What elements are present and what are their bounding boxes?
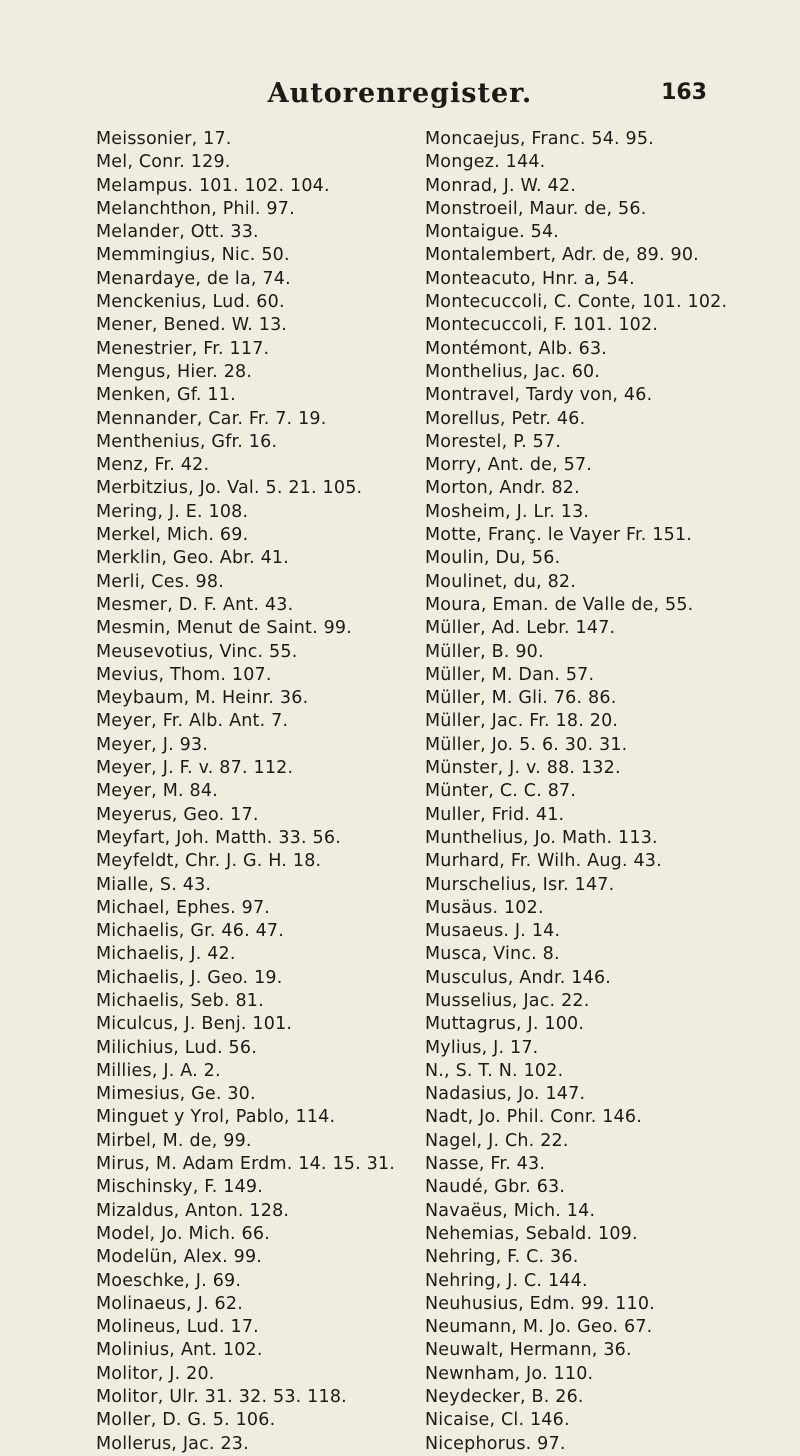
- index-entry: Montravel, Tardy von, 46.: [425, 385, 653, 406]
- index-entry: Nagel, J. Ch. 22.: [425, 1130, 569, 1151]
- index-entry: Mesmer, D. F. Ant. 43.: [96, 594, 294, 615]
- index-entry: Nehring, F. C. 36.: [425, 1247, 579, 1268]
- index-entry: Müller, B. 90.: [425, 641, 544, 662]
- index-entry: Monrad, J. W. 42.: [425, 175, 576, 196]
- index-entry: Neuwalt, Hermann, 36.: [425, 1340, 632, 1361]
- index-entry: Meyerus, Geo. 17.: [96, 804, 259, 825]
- index-entry: Nasse, Fr. 43.: [425, 1154, 546, 1175]
- index-entry: Musaeus. J. 14.: [425, 921, 561, 942]
- index-entry: Meyer, Fr. Alb. Ant. 7.: [96, 711, 289, 732]
- index-entry: Morry, Ant. de, 57.: [425, 455, 593, 476]
- index-entry: Menz, Fr. 42.: [96, 455, 210, 476]
- index-entry: Mering, J. E. 108.: [96, 501, 249, 522]
- index-entry: Mennander, Car. Fr. 7. 19.: [96, 408, 327, 429]
- index-entry: Molinaeus, J. 62.: [96, 1293, 243, 1314]
- index-entry: Modelün, Alex. 99.: [96, 1247, 263, 1268]
- index-entry: Morton, Andr. 82.: [425, 478, 580, 499]
- index-entry: Mesmin, Menut de Saint. 99.: [96, 618, 353, 639]
- index-entry: Mischinsky, F. 149.: [96, 1177, 263, 1198]
- index-entry: Mollerus, Jac. 23.: [96, 1433, 249, 1454]
- index-entry: Menardaye, de la, 74.: [96, 268, 291, 289]
- index-entry: Moulinet, du, 82.: [425, 571, 577, 592]
- index-entry: Mizaldus, Anton. 128.: [96, 1200, 290, 1221]
- index-entry: Molineus, Lud. 17.: [96, 1317, 259, 1338]
- index-entry: Moulin, Du, 56.: [425, 548, 561, 569]
- index-entry: Musculus, Andr. 146.: [425, 967, 612, 988]
- index-entry: Meyfart, Joh. Matth. 33. 56.: [96, 827, 341, 848]
- index-entry: Morellus, Petr. 46.: [425, 408, 586, 429]
- index-entry: Mengus, Hier. 28.: [96, 361, 253, 382]
- index-entry: Nicaise, Cl. 146.: [425, 1410, 570, 1431]
- index-entry: Michaelis, J. Geo. 19.: [96, 967, 283, 988]
- index-entry: Neumann, M. Jo. Geo. 67.: [425, 1317, 653, 1338]
- index-entry: Müller, M. Gli. 76. 86.: [425, 688, 617, 709]
- index-entry: Motte, Franç. le Vayer Fr. 151.: [425, 525, 693, 546]
- index-entry: Münter, C. C. 87.: [425, 781, 577, 802]
- index-entry: Monthelius, Jac. 60.: [425, 361, 601, 382]
- index-entry: Mirbel, M. de, 99.: [96, 1130, 252, 1151]
- page-number: 163: [661, 80, 707, 105]
- index-entry: Model, Jo. Mich. 66.: [96, 1223, 270, 1244]
- index-entry: Melanchthon, Phil. 97.: [96, 198, 295, 219]
- index-entry: Nicephorus. 97.: [425, 1433, 566, 1454]
- index-entry: Murschelius, Isr. 147.: [425, 874, 615, 895]
- index-entry: Monteacuto, Hnr. a, 54.: [425, 268, 635, 289]
- index-entry: Mener, Bened. W. 13.: [96, 315, 288, 336]
- index-entry: Müller, Jac. Fr. 18. 20.: [425, 711, 619, 732]
- index-entry: Mel, Conr. 129.: [96, 152, 231, 173]
- index-entry: Moeschke, J. 69.: [96, 1270, 242, 1291]
- index-entry: Nadasius, Jo. 147.: [425, 1084, 586, 1105]
- index-entry: Muttagrus, J. 100.: [425, 1014, 585, 1035]
- index-entry: Navaëus, Mich. 14.: [425, 1200, 596, 1221]
- index-entry: Merklin, Geo. Abr. 41.: [96, 548, 290, 569]
- index-entry: Münster, J. v. 88. 132.: [425, 758, 621, 779]
- index-entry: Melampus. 101. 102. 104.: [96, 175, 330, 196]
- index-entry: Milichius, Lud. 56.: [96, 1037, 257, 1058]
- index-entry: Müller, M. Dan. 57.: [425, 664, 595, 685]
- index-entry: Millies, J. A. 2.: [96, 1060, 221, 1081]
- index-entry: Mialle, S. 43.: [96, 874, 212, 895]
- left-index-column: [96, 128, 406, 1456]
- index-entry: Molinius, Ant. 102.: [96, 1340, 263, 1361]
- index-entry: Mylius, J. 17.: [425, 1037, 539, 1058]
- index-entry: Mirus, M. Adam Erdm. 14. 15. 31.: [96, 1154, 396, 1175]
- index-entry: Munthelius, Jo. Math. 113.: [425, 827, 658, 848]
- index-entry: Nadt, Jo. Phil. Conr. 146.: [425, 1107, 642, 1128]
- index-entry: Moller, D. G. 5. 106.: [96, 1410, 276, 1431]
- right-index-column: [425, 128, 755, 1456]
- index-entry: Meusevotius, Vinc. 55.: [96, 641, 298, 662]
- index-entry: Meissonier, 17.: [96, 129, 232, 149]
- index-entry: Mosheim, J. Lr. 13.: [425, 501, 590, 522]
- index-entry: Meybaum, M. Heinr. 36.: [96, 688, 309, 709]
- index-entry: Neydecker, B. 26.: [425, 1387, 584, 1408]
- index-entry: Moncaejus, Franc. 54. 95.: [425, 129, 654, 149]
- index-entry: Michaelis, Seb. 81.: [96, 990, 264, 1011]
- index-entry: Merli, Ces. 98.: [96, 571, 224, 592]
- index-entry: Nehring, J. C. 144.: [425, 1270, 588, 1291]
- index-entry: Meyer, J. F. v. 87. 112.: [96, 758, 294, 779]
- index-entry: Minguet y Yrol, Pablo, 114.: [96, 1107, 336, 1128]
- index-entry: Menestrier, Fr. 117.: [96, 338, 270, 359]
- index-entry: Murhard, Fr. Wilh. Aug. 43.: [425, 851, 662, 872]
- index-entry: Mimesius, Ge. 30.: [96, 1084, 256, 1105]
- index-entry: Naudé, Gbr. 63.: [425, 1177, 566, 1198]
- index-entry: Molitor, J. 20.: [96, 1363, 215, 1384]
- index-entry: Müller, Jo. 5. 6. 30. 31.: [425, 734, 628, 755]
- index-entry: Musselius, Jac. 22.: [425, 990, 590, 1011]
- index-entry: Morestel, P. 57.: [425, 431, 562, 452]
- index-entry: Meyer, J. 93.: [96, 734, 209, 755]
- index-entry: Miculcus, J. Benj. 101.: [96, 1014, 293, 1035]
- index-entry: Montecuccoli, F. 101. 102.: [425, 315, 659, 336]
- index-entry: Menckenius, Lud. 60.: [96, 292, 285, 313]
- index-entry: Montecuccoli, C. Conte, 101. 102.: [425, 292, 728, 313]
- index-entry: Neuhusius, Edm. 99. 110.: [425, 1293, 655, 1314]
- index-entry: Michael, Ephes. 97.: [96, 897, 271, 918]
- index-entry: Memmingius, Nic. 50.: [96, 245, 290, 266]
- index-entry: Michaelis, J. 42.: [96, 944, 236, 965]
- index-entry: Melander, Ott. 33.: [96, 222, 259, 243]
- index-entry: Merkel, Mich. 69.: [96, 525, 249, 546]
- index-entry: Meyfeldt, Chr. J. G. H. 18.: [96, 851, 322, 872]
- index-entry: Michaelis, Gr. 46. 47.: [96, 921, 285, 942]
- page-header: [0, 78, 800, 118]
- index-entry: Newnham, Jo. 110.: [425, 1363, 594, 1384]
- index-entry: Montaigue. 54.: [425, 222, 560, 243]
- index-entry: Mongez. 144.: [425, 152, 546, 173]
- index-entry: N., S. T. N. 102.: [425, 1060, 564, 1081]
- index-entry: Montémont, Alb. 63.: [425, 338, 608, 359]
- index-entry: Monstroeil, Maur. de, 56.: [425, 198, 647, 219]
- index-entry: Molitor, Ulr. 31. 32. 53. 118.: [96, 1387, 347, 1408]
- index-entry: Moura, Eman. de Valle de, 55.: [425, 594, 694, 615]
- index-entry: Menthenius, Gfr. 16.: [96, 431, 278, 452]
- page-title: Autorenregister.: [267, 78, 533, 109]
- index-entry: Meyer, M. 84.: [96, 781, 218, 802]
- index-entry: Mevius, Thom. 107.: [96, 664, 272, 685]
- index-entry: Montalembert, Adr. de, 89. 90.: [425, 245, 699, 266]
- index-entry: Musca, Vinc. 8.: [425, 944, 560, 965]
- index-entry: Merbitzius, Jo. Val. 5. 21. 105.: [96, 478, 363, 499]
- index-entry: Muller, Frid. 41.: [425, 804, 565, 825]
- index-entry: Menken, Gf. 11.: [96, 385, 236, 406]
- index-entry: Müller, Ad. Lebr. 147.: [425, 618, 616, 639]
- index-entry: Nehemias, Sebald. 109.: [425, 1223, 638, 1244]
- index-entry: Musäus. 102.: [425, 897, 544, 918]
